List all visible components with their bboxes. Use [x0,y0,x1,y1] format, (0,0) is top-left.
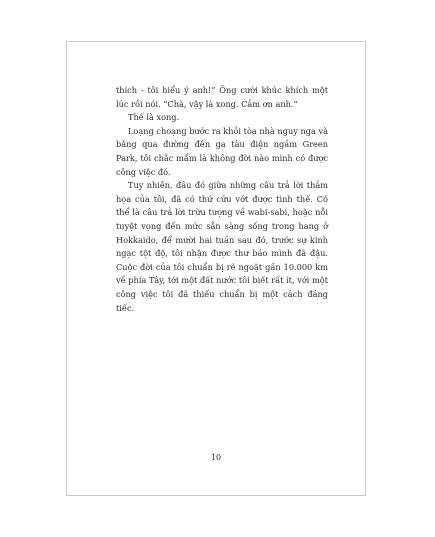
body-text [116,84,328,315]
paragraph: Loạng choạng bước ra khỏi tòa nhà nguy nga và băng qua đường đến ga tàu điện ngầm Green Park, tôi chắc mẩm là không đời nào mình có được công việc đó. [116,125,328,177]
book-page [66,41,366,496]
paragraph: Thế là xong. [128,112,180,123]
paragraph: Tuy nhiên, đâu đó giữa những câu trả lời thảm họa của tôi, đã có thứ cứu vớt được tình thế. Có thể là câu trả lời trừu tượng về wabi-sabi, hoặc nỗi tuyệt vọng đến mức sẵn sàng sống trong hang ở Hokkaido, để mười hai tuần sau đó, trước sự kinh ngạc tột độ, tôi nhận được thư báo mình đã đậu. Cuộc đời của tôi chuẩn bị rẽ ngoặt gần 10.000 km về phía Tây, tới một đất nước tôi biết rất ít, với một công việc tôi đã thiếu chuẩn bị một cách đáng tiếc. [116,180,328,313]
paragraph-continuation: thích - tôi hiểu ý anh!” Ông cười khúc khích một lúc rồi nói. “Chà, vậy là xong. Cảm ơn anh.” [116,85,328,109]
page-number: 10 [210,453,222,462]
